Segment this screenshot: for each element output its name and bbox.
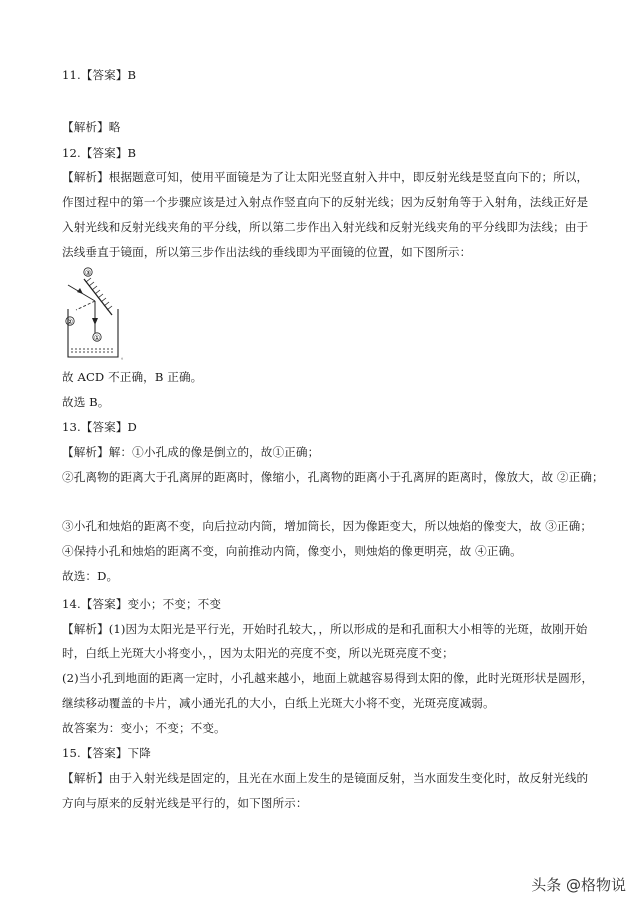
analysis-12-line-4: 法线垂直于镜面，所以第三步作出法线的垂线即为平面镜的位置，如下图所示： xyxy=(62,245,472,259)
label-2: ② xyxy=(66,318,74,326)
mirror-hatch xyxy=(86,278,112,310)
conclusion-12: 故 ACD 不正确，B 正确。 xyxy=(62,370,203,384)
analysis-13-item-3: ③小孔和烛焰的距离不变，向后拉动内筒，增加筒长，因为像距变大，所以烛焰的像变大，故 ③正确； xyxy=(62,519,593,533)
analysis-11: 【解析】略 xyxy=(62,120,121,134)
analysis-14-line-3: (2)当小孔到地面的距离一定时，小孔越来越小，地面上就越容易得到太阳的像，此时光斑形状是圆形， xyxy=(62,671,594,685)
result-14: 故答案为：变小；不变；不变。 xyxy=(62,721,226,735)
analysis-12-line-2: 作图过程中的第一个步骤应该是过入射点作竖直向下的反射光线；因为反射角等于入射角，法线正好是 xyxy=(62,195,589,209)
label-3: ③ xyxy=(84,269,92,277)
answer-15: 15.【答案】下降 xyxy=(62,746,151,760)
analysis-15-line-2: 方向与原来的反射光线是平行的，如下图所示： xyxy=(62,796,308,810)
mirror-well-figure xyxy=(58,263,133,363)
answer-12: 12.【答案】B xyxy=(62,146,137,160)
analysis-14-line-2: 时，白纸上光斑大小将变小，，因为太阳光的亮度不变，所以光斑亮度不变； xyxy=(62,646,454,660)
analysis-14-line-4: 继续移动覆盖的卡片，减小通光孔的大小，白纸上光斑大小将不变，光斑亮度减弱。 xyxy=(62,696,495,710)
analysis-12-line-3: 入射光线和反射光线夹角的平分线，所以第二步作出入射光线和反射光线夹角的平分线即为法线；由于 xyxy=(62,220,589,234)
normal-line xyxy=(76,301,95,310)
choice-13: 故选：D。 xyxy=(62,569,119,583)
analysis-12-line-1: 【解析】根据题意可知，使用平面镜是为了让太阳光竖直射入井中，即反射光线是竖直向下的；所以， xyxy=(62,170,589,184)
analysis-13-item-1: 【解析】解：①小孔成的像是倒立的，故①正确； xyxy=(62,445,320,459)
answer-11: 11.【答案】B xyxy=(62,68,137,82)
label-1: ① xyxy=(93,334,101,342)
analysis-13-item-4: ④保持小孔和烛焰的距离不变，向前推动内筒，像变小，则烛焰的像更明亮，故 ④正确。 xyxy=(62,544,522,558)
analysis-13-item-2: ②孔离物的距离大于孔离屏的距离时，像缩小，孔离物的距离小于孔离屏的距离时，像放大，故 ②正确； xyxy=(62,470,604,484)
analysis-15-line-1: 【解析】由于入射光线是固定的，且光在水面上发生的是镜面反射，当水面发生变化时，故反射光线的 xyxy=(62,771,589,785)
svg-text:。: 。 xyxy=(121,354,128,361)
choice-12: 故选 B。 xyxy=(62,395,110,409)
watermark: 头条 @格物说 xyxy=(531,876,626,894)
well-outline xyxy=(68,309,118,357)
answer-14: 14.【答案】变小；不变；不变 xyxy=(62,597,222,611)
analysis-14-line-1: 【解析】(1)因为太阳光是平行光，开始时孔较大，，所以形成的是和孔面积大小相等的光斑，故刚开始 xyxy=(62,622,588,636)
answer-13: 13.【答案】D xyxy=(62,420,137,434)
